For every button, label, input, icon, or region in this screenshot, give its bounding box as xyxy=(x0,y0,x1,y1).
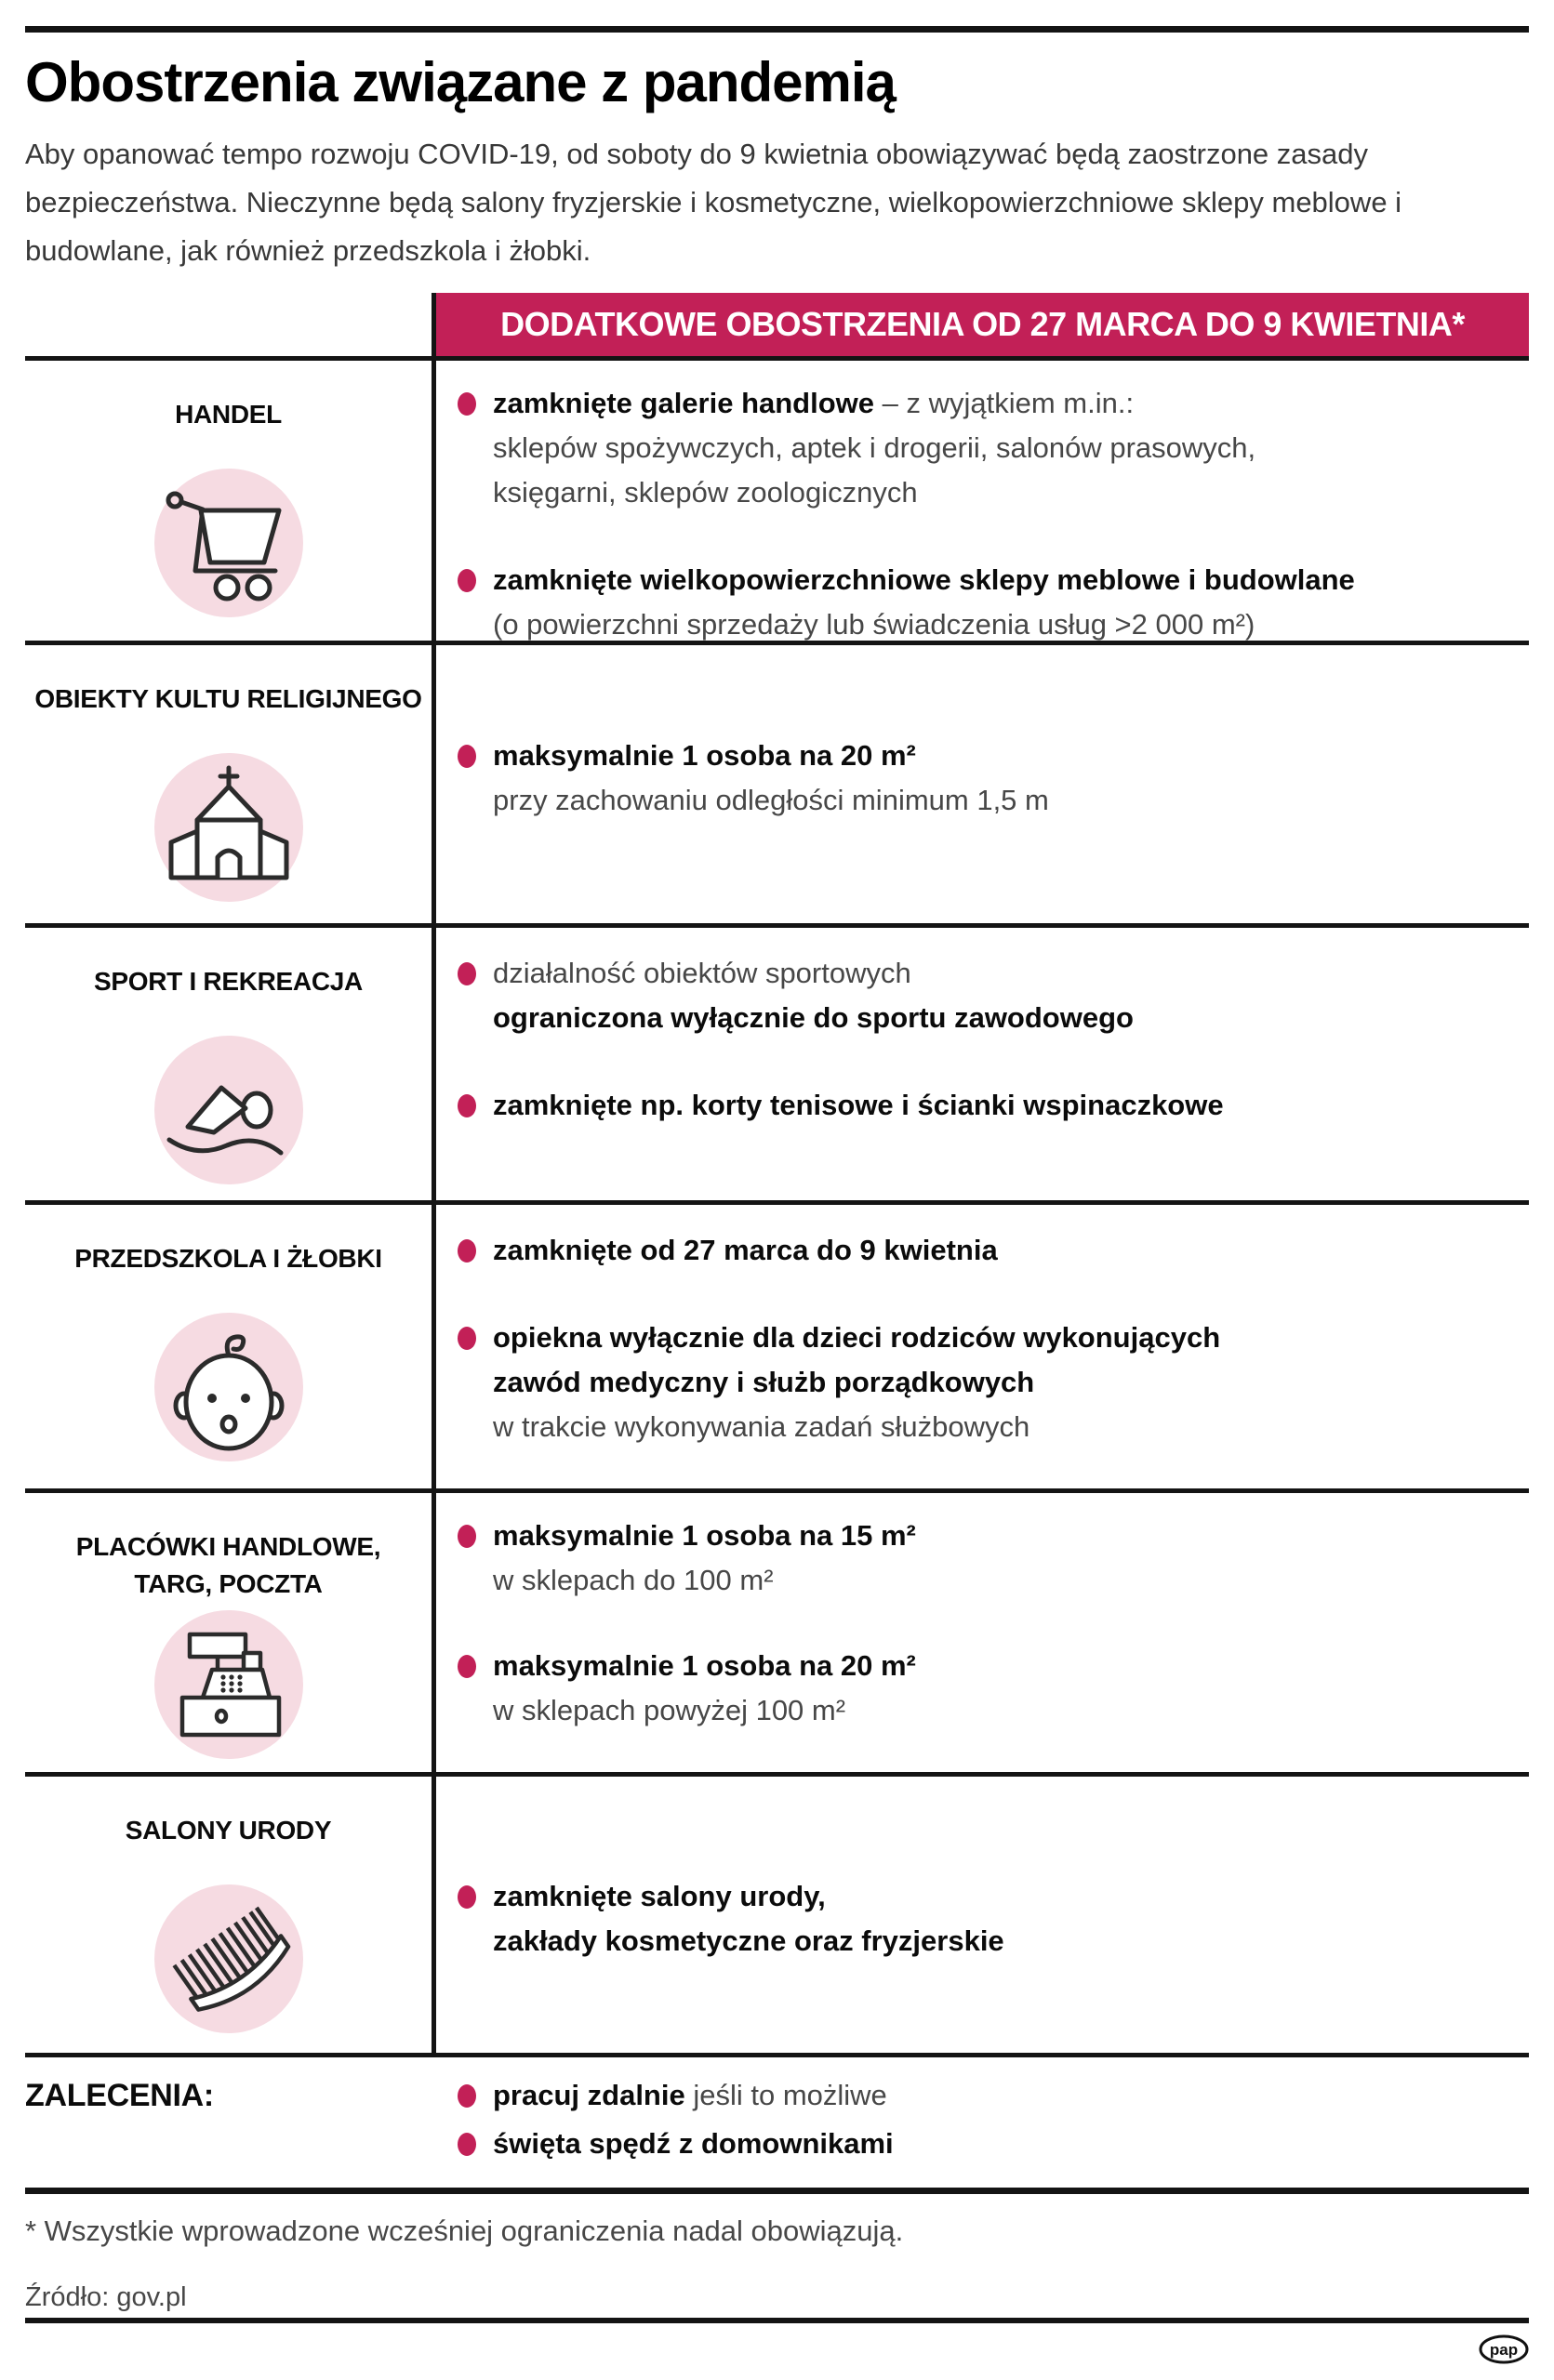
rules-cell xyxy=(436,1777,1529,2053)
bullet-item xyxy=(436,2120,1529,2168)
rule-text: w trakcie wykonywania zadań służbowych xyxy=(493,1410,1030,1443)
table-row-przedszkola xyxy=(25,1200,1529,1488)
bullet-line xyxy=(493,2071,1529,2120)
bullet-line xyxy=(493,2120,1529,2168)
table-row-kult-religijny xyxy=(25,641,1529,923)
restrictions-table xyxy=(25,293,1529,2057)
bullet-line xyxy=(493,951,1529,996)
bullet-line xyxy=(493,1316,1529,1360)
table-row-sport xyxy=(25,923,1529,1200)
table-header-empty-cell xyxy=(25,293,436,356)
cash-register-icon-svg xyxy=(154,1610,303,1759)
bullet-item xyxy=(436,1874,1529,1964)
category-cell xyxy=(25,1205,436,1488)
bullet-line xyxy=(493,1083,1529,1128)
rule-text-bold: zamknięte od 27 marca do 9 kwietnia xyxy=(493,1234,998,1266)
bullet-dot xyxy=(458,962,476,985)
bullet-dot xyxy=(458,1094,476,1117)
baby-face-icon xyxy=(154,1313,303,1461)
bullet-line xyxy=(493,1514,1529,1558)
rule-text-bold: maksymalnie 1 osoba na 20 m² xyxy=(493,739,916,772)
bullet-item xyxy=(436,1083,1529,1128)
bullet-dot xyxy=(458,2133,476,2156)
intro-text: Aby opanować tempo rozwoju COVID-19, od soboty do 9 kwietnia obowiązywać będą zaostrzone zasady bezpieczeństwa. Nieczynne będą salony fryzjerskie i kosmetyczne, wielkopowierzchniowe sklepy meblowe i budowlane, jak również przedszkola i żłobki. xyxy=(25,138,1402,267)
bullet-item xyxy=(436,1514,1529,1603)
bullet-dot xyxy=(458,569,476,592)
bullet-item xyxy=(436,951,1529,1040)
bullet-line xyxy=(493,426,1529,470)
rule-text-bold: zamknięte salony urody, xyxy=(493,1880,826,1912)
category-label: SPORT I REKREACJA xyxy=(94,967,363,996)
rule-text-bold: maksymalnie 1 osoba na 20 m² xyxy=(493,1649,916,1682)
recommendations-items xyxy=(436,2071,1529,2168)
source-text: Źródło: gov.pl xyxy=(25,2282,187,2312)
bullet-item xyxy=(436,734,1529,823)
bullet-dot xyxy=(458,1525,476,1548)
footnote-text: * Wszystkie wprowadzone wcześniej ograniczenia nadal obowiązują. xyxy=(25,2215,904,2247)
swimmer-icon-svg xyxy=(154,1036,303,1184)
shopping-cart-icon-svg xyxy=(154,469,303,617)
rule-text-bold: pracuj zdalnie xyxy=(493,2079,685,2111)
bullet-dot xyxy=(458,1327,476,1350)
bullet-line xyxy=(493,558,1529,602)
rule-text: (o powierzchni sprzedaży lub świadczenia usług >2 000 m²) xyxy=(493,608,1255,641)
bullet-dot xyxy=(458,1655,476,1678)
swimmer-icon xyxy=(154,1036,303,1184)
rule-text-bold: ograniczona wyłącznie do sportu zawodowego xyxy=(493,1001,1134,1034)
table-row-handel xyxy=(25,356,1529,641)
footnote-divider xyxy=(25,2188,1529,2194)
bullet-line xyxy=(493,470,1529,515)
pap-logo xyxy=(1479,2334,1529,2364)
rule-text: działalność obiektów sportowych xyxy=(493,957,911,989)
bullet-dot xyxy=(458,392,476,416)
bullet-item xyxy=(436,1316,1529,1449)
rules-cell xyxy=(436,1493,1529,1772)
rule-text-bold: zawód medyczny i służb porządkowych xyxy=(493,1366,1035,1398)
bullet-dot xyxy=(458,1239,476,1263)
bullet-line xyxy=(493,778,1529,823)
rules-cell xyxy=(436,1205,1529,1488)
bullet-line xyxy=(493,1405,1529,1449)
rule-text: księgarni, sklepów zoologicznych xyxy=(493,476,918,509)
bullet-line xyxy=(493,734,1529,778)
rule-text-bold: zamknięte galerie handlowe xyxy=(493,387,875,419)
top-rule xyxy=(25,26,1529,33)
bullet-dot xyxy=(458,745,476,768)
rule-text: w sklepach do 100 m² xyxy=(493,1564,774,1596)
rule-text-bold: opiekna wyłącznie dla dzieci rodziców wykonujących xyxy=(493,1321,1221,1354)
bullet-dot xyxy=(458,1885,476,1909)
table-row-salony-urody xyxy=(25,1772,1529,2053)
logo-row xyxy=(25,2334,1529,2364)
page-title: Obostrzenia związane z pandemią xyxy=(25,51,896,113)
rule-text: jeśli to możliwe xyxy=(684,2079,887,2111)
recommendations-label: ZALECENIA: xyxy=(25,2078,214,2113)
bullet-dot xyxy=(458,2084,476,2108)
category-label: SALONY URODY xyxy=(125,1816,332,1844)
rule-text-bold: święta spędź z domownikami xyxy=(493,2127,894,2160)
church-icon-svg xyxy=(154,753,303,902)
bullet-line xyxy=(493,1919,1529,1964)
church-icon xyxy=(154,753,303,902)
rule-text-bold: maksymalnie 1 osoba na 15 m² xyxy=(493,1519,916,1552)
bullet-line xyxy=(493,1558,1529,1603)
bullet-line xyxy=(493,381,1529,426)
comb-icon xyxy=(154,1884,303,2033)
bullet-item xyxy=(436,1644,1529,1733)
rule-text: przy zachowaniu odległości minimum 1,5 m xyxy=(493,784,1049,816)
table-header-row xyxy=(25,293,1529,356)
bullet-line xyxy=(493,1360,1529,1405)
comb-icon-svg xyxy=(154,1884,303,2033)
baby-face-icon-svg xyxy=(154,1313,303,1461)
bullet-line xyxy=(493,1874,1529,1919)
category-cell xyxy=(25,645,436,923)
table-header-bar xyxy=(436,293,1529,356)
bullet-line xyxy=(493,1644,1529,1688)
bullet-item xyxy=(436,381,1529,515)
rules-cell xyxy=(436,361,1529,641)
category-label: PRZEDSZKOLA I ŻŁOBKI xyxy=(74,1244,382,1273)
category-label: PLACÓWKI HANDLOWE, xyxy=(75,1532,381,1561)
rule-text: w sklepach powyżej 100 m² xyxy=(493,1694,846,1726)
rule-text-bold: zamknięte np. korty tenisowe i ścianki wspinaczkowe xyxy=(493,1089,1224,1121)
bullet-line xyxy=(493,1228,1529,1273)
bottom-rule xyxy=(25,2318,1529,2323)
table-header-label: DODATKOWE OBOSTRZENIA OD 27 MARCA DO 9 KWIETNIA* xyxy=(500,305,1465,343)
bullet-item xyxy=(436,2071,1529,2120)
rules-cell xyxy=(436,645,1529,923)
rules-cell xyxy=(436,928,1529,1200)
category-cell xyxy=(25,928,436,1200)
rule-text-bold: zakłady kosmetyczne oraz fryzjerskie xyxy=(493,1924,1004,1957)
rule-text: sklepów spożywczych, aptek i drogerii, salonów prasowych, xyxy=(493,431,1256,464)
bullet-line xyxy=(493,1688,1529,1733)
bullet-item xyxy=(436,1228,1529,1273)
bullet-item xyxy=(436,558,1529,647)
pap-logo-text: pap xyxy=(1489,2341,1519,2359)
shopping-cart-icon xyxy=(154,469,303,617)
rule-text: – z wyjątkiem m.in.: xyxy=(874,387,1135,419)
category-label-line2: TARG, POCZTA xyxy=(134,1569,323,1598)
recommendations-section xyxy=(25,2057,1529,2188)
category-cell xyxy=(25,361,436,641)
bullet-line xyxy=(493,996,1529,1040)
bullet-line xyxy=(493,602,1529,647)
rule-text-bold: zamknięte wielkopowierzchniowe sklepy meblowe i budowlane xyxy=(493,563,1355,596)
cash-register-icon xyxy=(154,1610,303,1759)
category-label: HANDEL xyxy=(175,400,282,429)
table-row-placowki xyxy=(25,1488,1529,1772)
category-cell xyxy=(25,1493,436,1772)
category-label: OBIEKTY KULTU RELIGIJNEGO xyxy=(34,684,422,713)
category-cell xyxy=(25,1777,436,2053)
